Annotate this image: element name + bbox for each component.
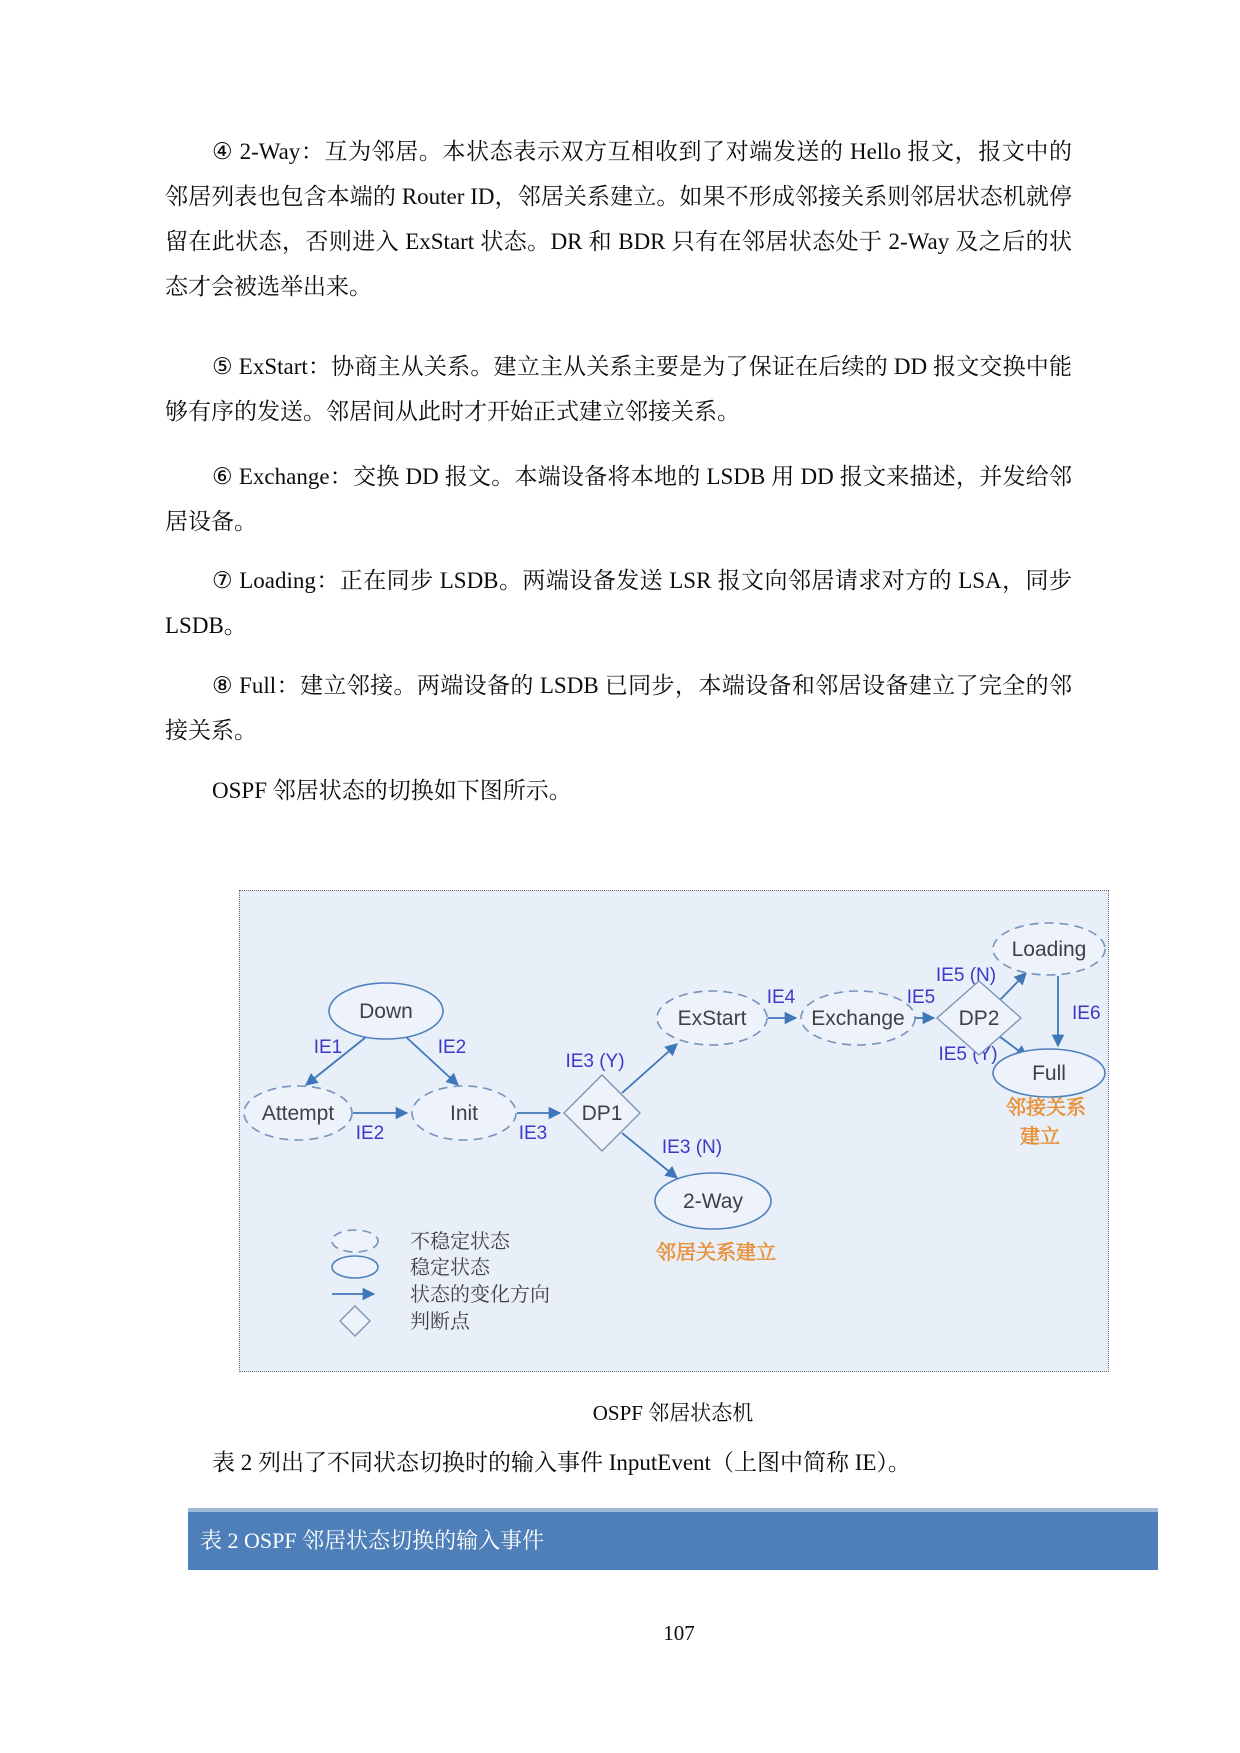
transition-arrow-ie3y-dp1-exstart [622, 1044, 677, 1093]
state-label-attempt: Attempt [261, 1102, 335, 1125]
body-paragraph-figure-intro: OSPF 邻居状态的切换如下图所示。 [212, 778, 572, 803]
transition-label-ie3y-dp1-exstart: IE3 (Y) [565, 1051, 625, 1072]
legend-label: 状态的变化方向 [410, 1284, 550, 1306]
table2-header-banner [188, 1508, 1158, 1570]
state-label-twoway: 2-Way [683, 1190, 743, 1213]
transition-label-ie6-loading-full: IE6 [1072, 1003, 1101, 1024]
table2-header-label: 表 2 OSPF 邻居状态切换的输入事件 [200, 1528, 545, 1553]
body-paragraph-7-loading: ⑦ Loading：正在同步 LSDB。两端设备发送 LSR 报文向邻居请求对方的 LSA，同步 LSDB。 [165, 568, 1072, 638]
state-label-exstart: ExStart [677, 1007, 747, 1030]
legend-label: 判断点 [410, 1311, 470, 1333]
ospf-state-machine-diagram [239, 890, 1109, 1372]
state-label-dp2: DP2 [958, 1007, 1000, 1030]
annotation-0: 邻居关系建立 [656, 1242, 776, 1264]
body-paragraph-5-exstart: ⑤ ExStart：协商主从关系。建立主从关系主要是为了保证在后续的 DD 报文交换中能够有序的发送。邻居间从此时才开始正式建立邻接关系。 [165, 354, 1072, 424]
state-label-down: Down [359, 1000, 413, 1023]
state-machine-svg [240, 891, 1108, 1371]
transition-label-ie5-exchange-dp2: IE5 [906, 987, 936, 1008]
legend-solid-ellipse-icon [332, 1256, 378, 1278]
transition-label-ie1-down-attempt: IE1 [313, 1037, 343, 1058]
state-label-exchange: Exchange [811, 1007, 905, 1030]
transition-label-ie3n-dp1-2way: IE3 (N) [661, 1137, 723, 1158]
body-paragraph-4-2way: ④ 2-Way：互为邻居。本状态表示双方互相收到了对端发送的 Hello 报文，报文中的邻居列表也包含本端的 Router ID，邻居关系建立。如果不形成邻接关系则邻居状态机就停留在此状态，否则进入 ExStart 状态。DR 和 BDR 只有在邻居状态处于 2-Way 及之后的状态才会被选举出来。 [165, 139, 1072, 299]
transition-label-ie4-exstart-exchange: IE4 [766, 987, 796, 1008]
annotation-2: 建立 [1020, 1126, 1060, 1148]
legend-label: 稳定状态 [410, 1257, 490, 1279]
transition-label-ie5n-dp2-loading: IE5 (N) [935, 965, 997, 986]
body-paragraph-6-exchange: ⑥ Exchange：交换 DD 报文。本端设备将本地的 LSDB 用 DD 报文来描述，并发给邻居设备。 [165, 464, 1072, 534]
table-intro-paragraph: 表 2 列出了不同状态切换时的输入事件 InputEvent（上图中简称 IE）。 [212, 1450, 911, 1475]
legend-diamond-icon [340, 1306, 370, 1336]
annotation-1: 邻接关系 [1006, 1097, 1086, 1119]
transition-label-ie2-down-init: IE2 [437, 1037, 467, 1058]
legend-dashed-ellipse-icon [332, 1230, 378, 1252]
state-label-full: Full [1032, 1062, 1066, 1085]
transition-label-ie3-init-dp1: IE3 [518, 1123, 548, 1144]
legend-label: 不稳定状态 [410, 1231, 510, 1253]
transition-arrow-ie5n-dp2-loading [999, 973, 1026, 1001]
transition-label-ie5y-dp2-full: IE5 (Y) [938, 1044, 998, 1065]
body-paragraph-8-full: ⑧ Full：建立邻接。两端设备的 LSDB 已同步，本端设备和邻居设备建立了完全的邻接关系。 [165, 673, 1072, 743]
state-label-dp1: DP1 [581, 1102, 623, 1125]
state-label-loading: Loading [1011, 938, 1087, 961]
transition-label-ie2-attempt-init: IE2 [355, 1123, 385, 1144]
page-number: 107 [663, 1621, 695, 1645]
state-label-init: Init [449, 1102, 479, 1125]
figure-caption: OSPF 邻居状态机 [592, 1401, 754, 1425]
